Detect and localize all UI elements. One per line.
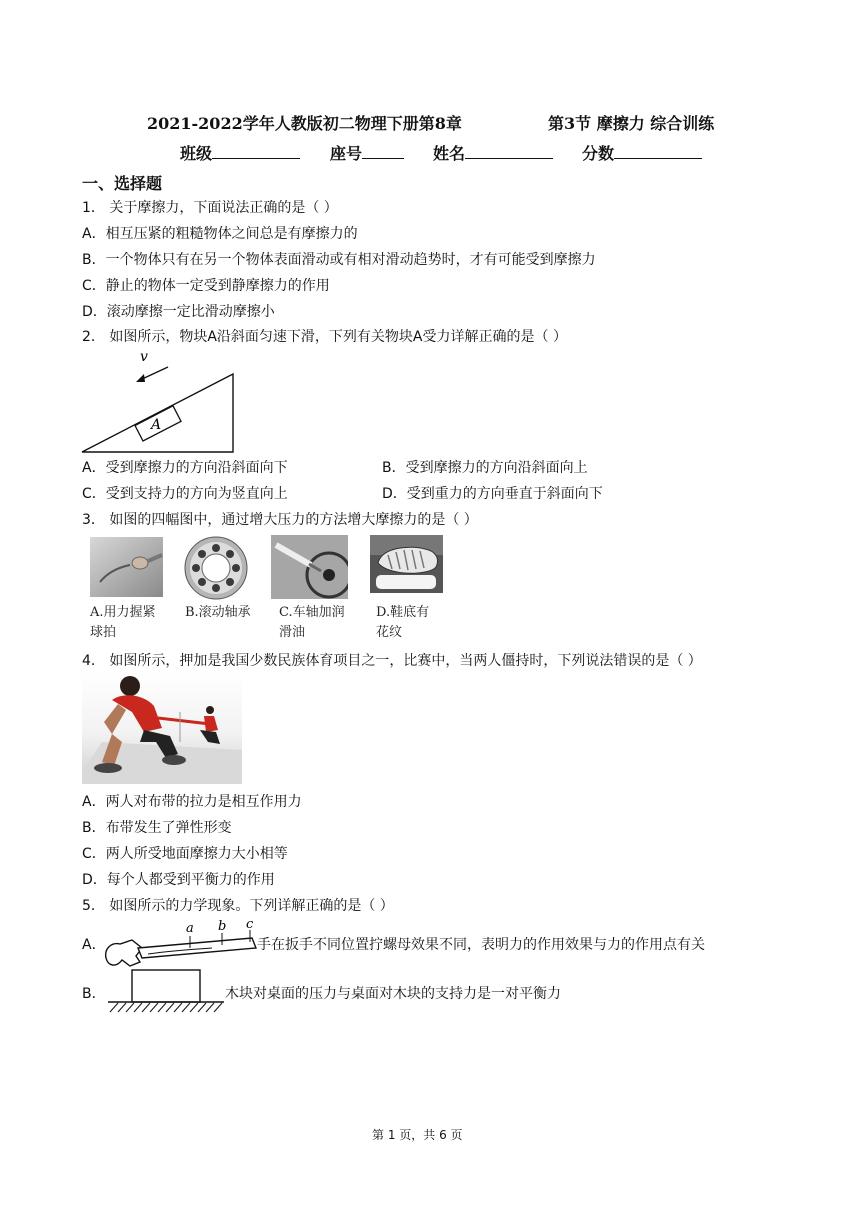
question-1-stem: 1． 关于摩擦力，下面说法正确的是（ ） xyxy=(82,200,338,216)
ball-bearing-photo xyxy=(182,535,250,601)
field-name-label: 姓名 xyxy=(433,144,466,163)
field-seat-blank[interactable] xyxy=(362,144,404,159)
page-title-right: 第3节 摩擦力 综合训练 xyxy=(548,114,715,133)
wrench-label-c: c xyxy=(246,918,254,932)
q3-caption-d-line2: 花纹 xyxy=(376,625,403,640)
q3-caption-d-line1: D.鞋底有 xyxy=(376,605,430,620)
wrench-label-b: b xyxy=(218,919,227,934)
field-score-blank[interactable] xyxy=(614,144,702,159)
field-score-label: 分数 xyxy=(582,144,615,163)
q3-caption-a-line2: 球拍 xyxy=(90,625,117,640)
q5-option-a-letter: A． xyxy=(82,937,106,953)
incline-diagram xyxy=(80,350,240,456)
q1-option-c: C．静止的物体一定受到静摩擦力的作用 xyxy=(82,278,330,294)
q4-option-b: B．布带发生了弹性形变 xyxy=(82,820,232,836)
q5-option-b-letter: B． xyxy=(82,986,106,1002)
block-on-table-diagram xyxy=(106,966,228,1014)
q3-caption-a xyxy=(90,603,156,643)
field-class-blank[interactable] xyxy=(212,144,300,159)
field-seat xyxy=(330,141,404,164)
wrench-label-a: a xyxy=(186,921,194,936)
q3-caption-b-line1: B.滚动轴承 xyxy=(185,605,251,620)
tug-of-war-photo xyxy=(82,672,242,784)
q3-caption-c-line1: C.车轴加润 xyxy=(279,605,345,620)
q1-option-a: A．相互压紧的粗糙物体之间总是有摩擦力的 xyxy=(82,226,358,242)
page-footer: 第 1 页，共 6 页 xyxy=(372,1128,463,1142)
q1-option-d: D．滚动摩擦一定比滑动摩擦小 xyxy=(82,304,275,320)
q5-option-a-text: 手在扳手不同位置拧螺母效果不同，表明力的作用效果与力的作用点有关 xyxy=(257,937,705,953)
q2-option-a: A．受到摩擦力的方向沿斜面向下 xyxy=(82,460,288,476)
q3-caption-d xyxy=(376,603,429,643)
racket-grip-photo xyxy=(90,537,163,597)
question-5-stem: 5． 如图所示的力学现象。下列详解正确的是（ ） xyxy=(82,898,394,914)
field-score xyxy=(582,141,702,164)
q3-caption-c xyxy=(279,603,345,643)
q3-caption-b xyxy=(185,603,251,623)
q3-caption-a-line1: A.用力握紧 xyxy=(90,605,156,620)
axle-oil-photo xyxy=(271,535,348,599)
field-seat-label: 座号 xyxy=(330,144,363,163)
field-name-blank[interactable] xyxy=(465,144,553,159)
q4-option-d: D．每个人都受到平衡力的作用 xyxy=(82,872,275,888)
page-title-left: 2021-2022学年人教版初二物理下册第8章 xyxy=(147,114,462,133)
q1-option-b: B．一个物体只有在另一个物体表面滑动或有相对滑动趋势时，才有可能受到摩擦力 xyxy=(82,252,596,268)
wrench-diagram xyxy=(102,918,260,972)
question-4-stem: 4． 如图所示，押加是我国少数民族体育项目之一，比赛中，当两人僵持时，下列说法错误的是（ ） xyxy=(82,653,702,669)
q4-option-c: C．两人所受地面摩擦力大小相等 xyxy=(82,846,288,862)
q4-option-a: A．两人对布带的拉力是相互作用力 xyxy=(82,794,302,810)
question-2-stem: 2． 如图所示，物块A沿斜面匀速下滑，下列有关物块A受力详解正确的是（ ） xyxy=(82,329,567,345)
block-label: A xyxy=(151,417,162,433)
question-3-stem: 3． 如图的四幅图中，通过增大压力的方法增大摩擦力的是（ ） xyxy=(82,512,478,528)
field-class xyxy=(180,141,300,164)
shoe-sole-photo xyxy=(370,535,443,593)
field-class-label: 班级 xyxy=(180,144,213,163)
q5-option-b-text: 木块对桌面的压力与桌面对木块的支持力是一对平衡力 xyxy=(225,986,561,1002)
q2-option-c: C．受到支持力的方向为竖直向上 xyxy=(82,486,288,502)
section-title: 一、选择题 xyxy=(82,174,163,193)
velocity-label: v xyxy=(140,350,148,365)
q2-option-b: B．受到摩擦力的方向沿斜面向上 xyxy=(382,460,588,476)
q3-caption-c-line2: 滑油 xyxy=(279,625,306,640)
field-name xyxy=(433,141,553,164)
q2-option-d: D．受到重力的方向垂直于斜面向下 xyxy=(382,486,603,502)
